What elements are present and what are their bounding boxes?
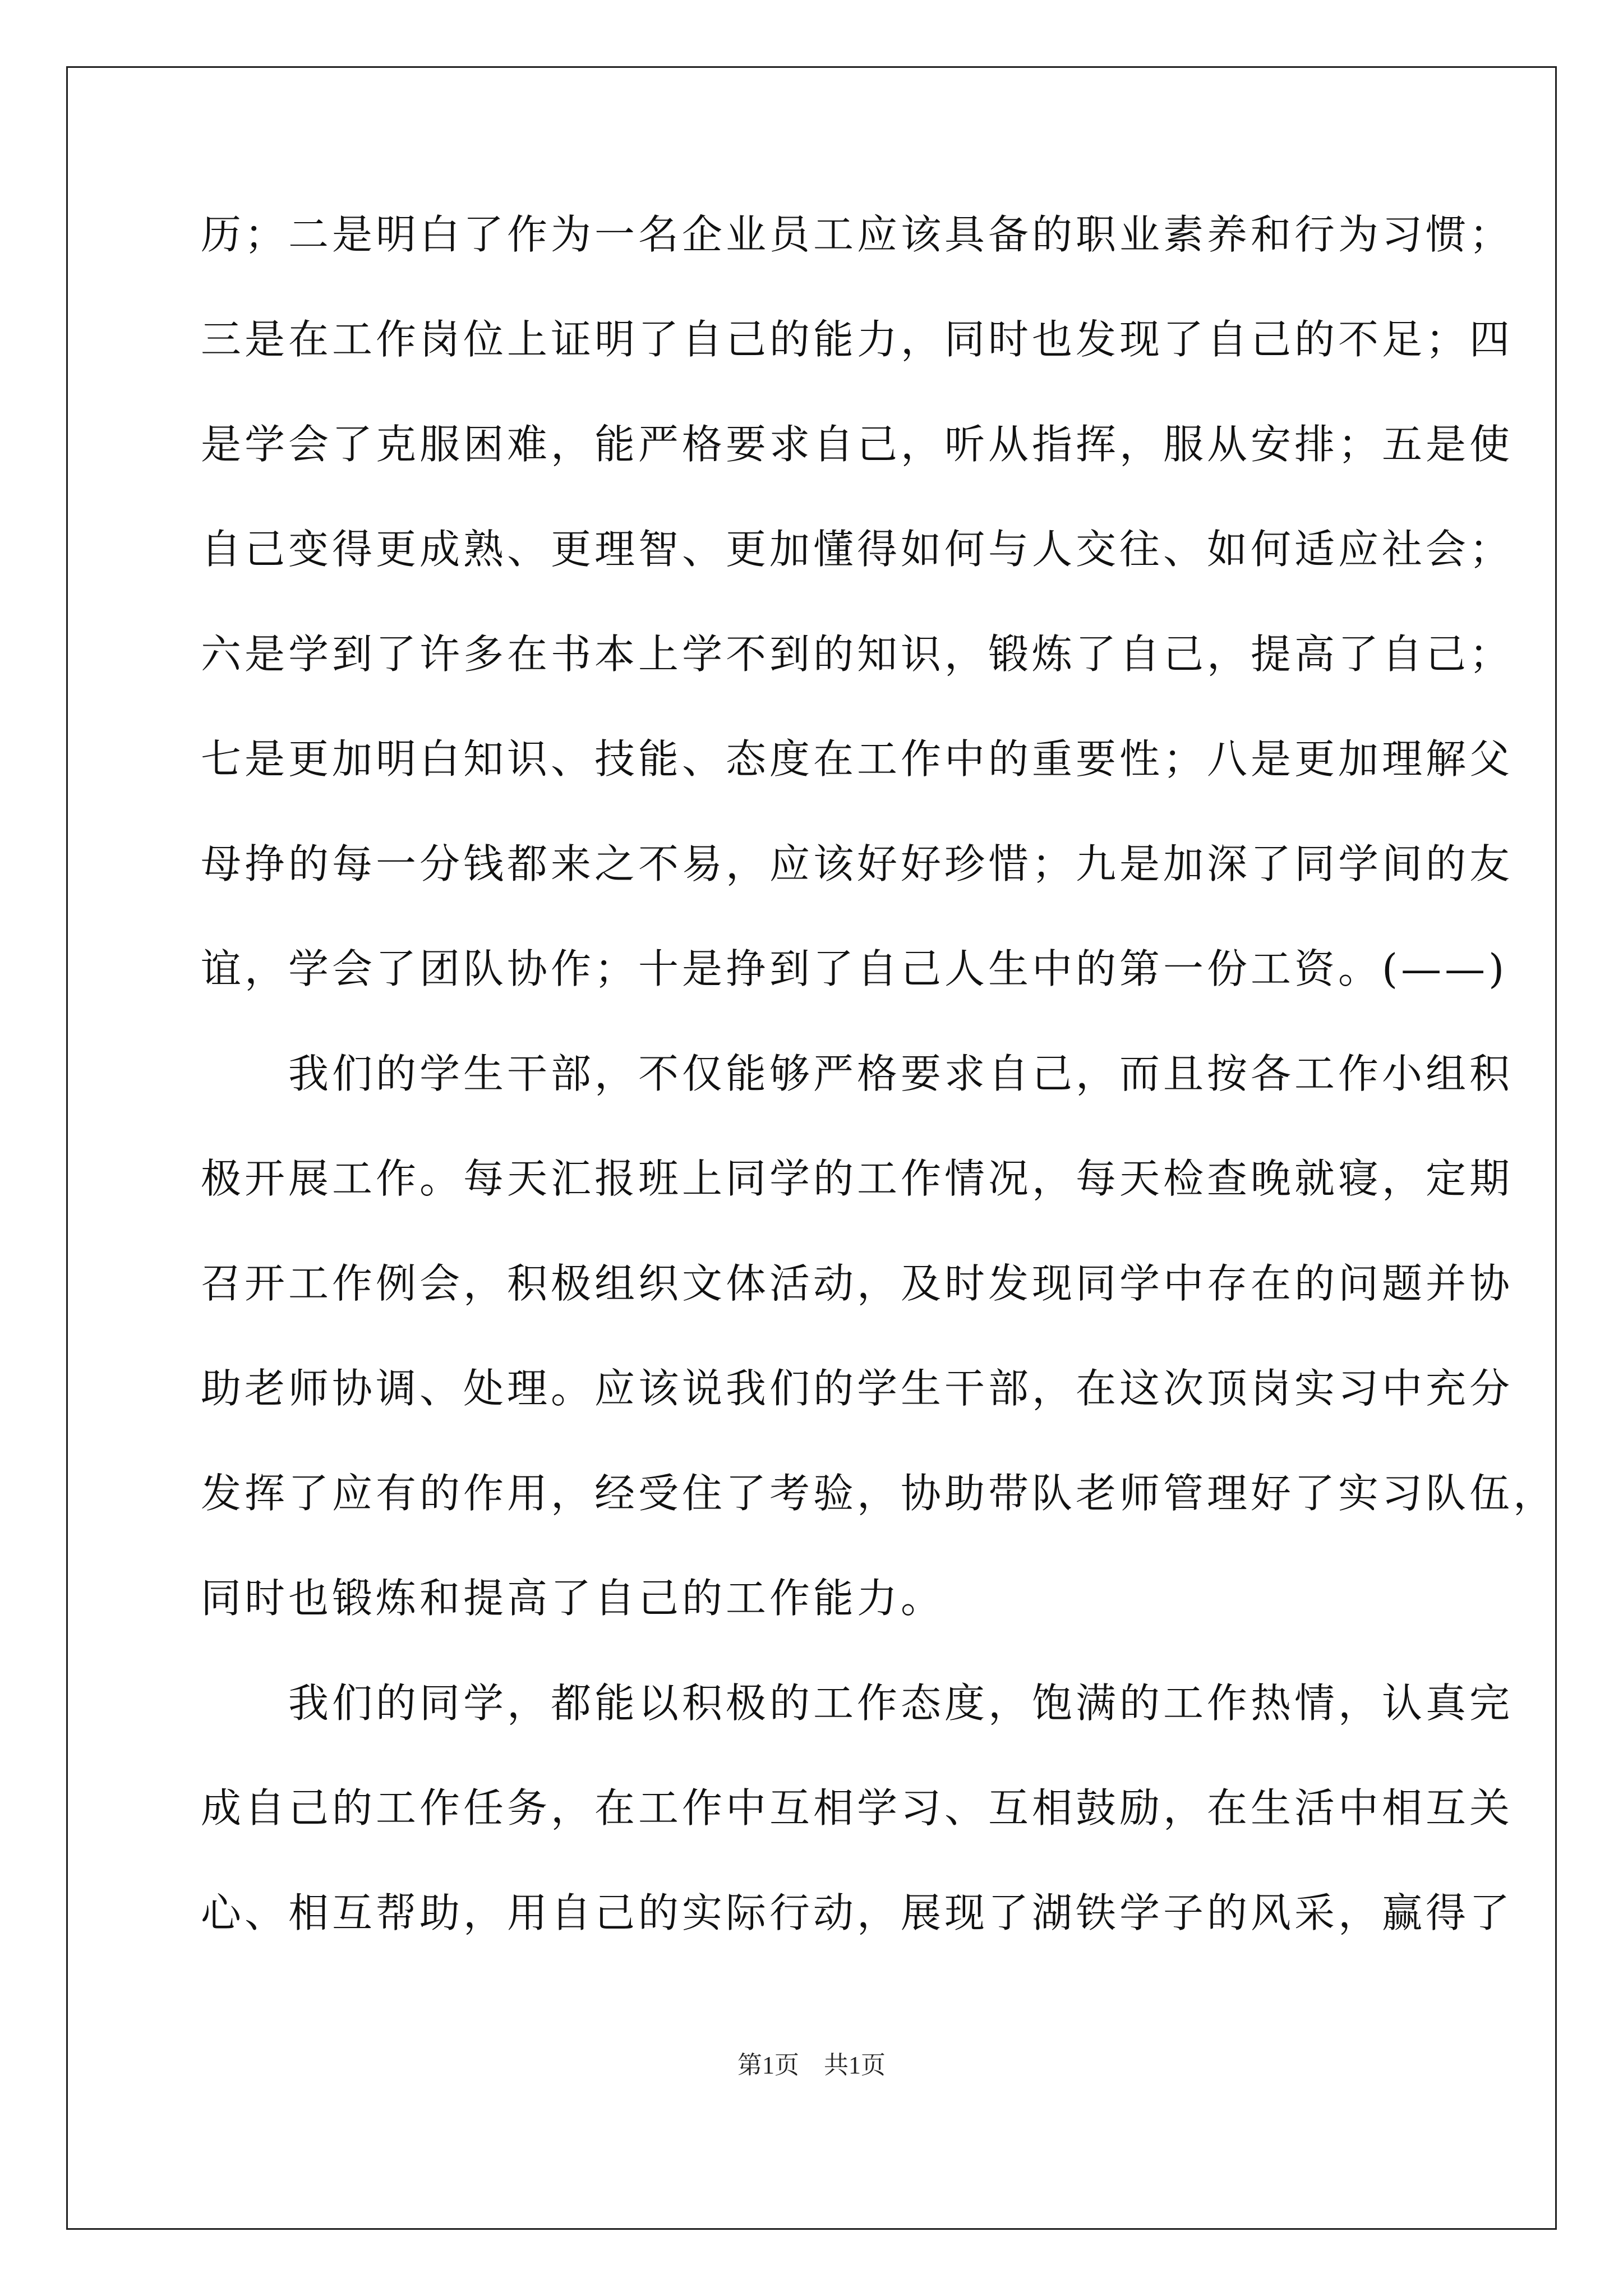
text-line: 历；二是明白了作为一名企业员工应该具备的职业素养和行为习惯； xyxy=(201,211,1514,258)
text-line: 心、相互帮助，用自己的实际行动，展现了湖铁学子的风采，赢得了 xyxy=(201,1889,1514,1936)
paragraph-1 xyxy=(201,211,1514,1053)
text-line: 母挣的每一分钱都来之不易，应该好好珍惜；九是加深了同学间的友 xyxy=(201,840,1514,887)
page-number: 第1页 共1页 xyxy=(737,2051,886,2079)
text-line: 六是学到了许多在书本上学不到的知识，锻炼了自己，提高了自己； xyxy=(201,631,1514,678)
paragraph-3 xyxy=(201,1680,1514,1998)
text-line: 我们的学生干部，不仅能够严格要求自己，而且按各工作小组积 xyxy=(201,1050,1514,1097)
text-line: 是学会了克服困难，能严格要求自己，听从指挥，服从安排；五是使 xyxy=(201,421,1514,468)
text-line: 发挥了应有的作用，经受住了考验，协助带队老师管理好了实习队伍， xyxy=(201,1470,1557,1517)
text-line: 谊，学会了团队协作；十是挣到了自己人生中的第一份工资。(——) xyxy=(201,945,1508,992)
text-line: 成自己的工作任务，在工作中互相学习、互相鼓励，在生活中相互关 xyxy=(201,1784,1514,1832)
paragraph-2 xyxy=(201,1050,1557,1683)
text-line: 极开展工作。每天汇报班上同学的工作情况，每天检查晚就寝，定期 xyxy=(201,1155,1514,1202)
text-line: 召开工作例会，积极组织文体活动，及时发现同学中存在的问题并协 xyxy=(201,1260,1514,1307)
text-line: 七是更加明白知识、技能、态度在工作中的重要性；八是更加理解父 xyxy=(201,735,1514,783)
text-line: 三是在工作岗位上证明了自己的能力，同时也发现了自己的不足；四 xyxy=(201,316,1514,363)
text-line: 我们的同学，都能以积极的工作态度，饱满的工作热情，认真完 xyxy=(201,1680,1514,1727)
text-line: 助老师协调、处理。应该说我们的学生干部，在这次顶岗实习中充分 xyxy=(201,1365,1514,1412)
document-body xyxy=(201,211,1557,1998)
text-line: 自己变得更成熟、更理智、更加懂得如何与人交往、如何适应社会； xyxy=(201,526,1514,573)
text-line: 同时也锻炼和提高了自己的工作能力。 xyxy=(201,1575,945,1622)
